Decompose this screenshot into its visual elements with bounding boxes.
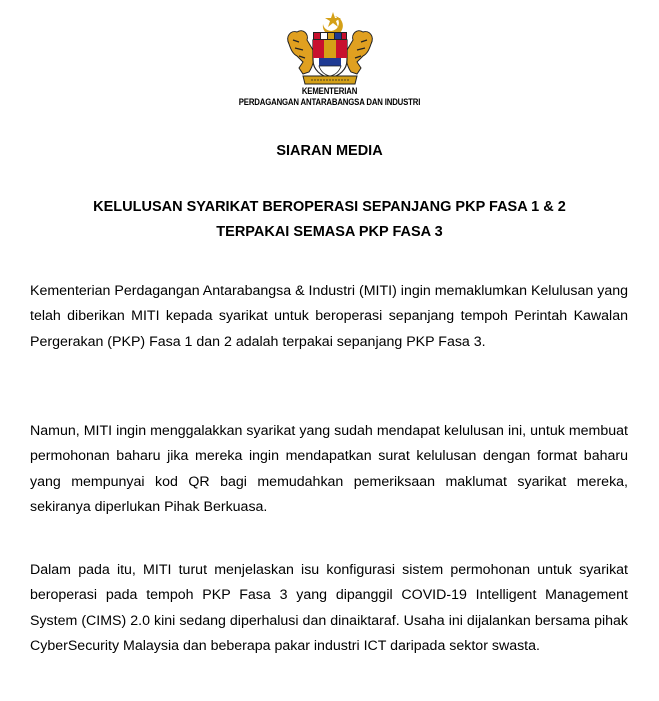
document-title-line-2: TERPAKAI SEMASA PKP FASA 3 [216, 224, 443, 240]
malaysia-coat-of-arms-icon [283, 10, 377, 90]
ministry-name-line-1: KEMENTERIAN [301, 86, 358, 97]
ministry-name-line-2: PERDAGANGAN ANTARABANGSA DAN INDUSTRI [238, 97, 421, 108]
document-title-line-1: KELULUSAN SYARIKAT BEROPERASI SEPANJANG PKP FASA 1 & 2 [93, 199, 566, 215]
paragraph-2: Namun, MITI ingin menggalakkan syarikat yang sudah mendapat kelulusan ini, untuk membuat permohonan baharu jika mereka ingin mendapatkan surat kelulusan dengan format baharu yang mempunyai kod QR bagi memudahkan pemeriksaan maklumat syarikat mereka, sekiranya diperlukan Pihak Berkuasa. [30, 423, 628, 516]
paragraph-3: Dalam pada itu, MITI turut menjelaskan isu konfigurasi sistem permohonan untuk syarikat beroperasi pada tempoh PKP Fasa 3 yang dipanggil COVID-19 Intelligent Management System (CIMS) 2.0 kini sedang diperhalusi dan dinaiktaraf. Usaha ini dijalankan bersama pihak CyberSecurity Malaysia dan beberapa pakar industri ICT daripada sektor swasta. [30, 562, 628, 655]
document-label: SIARAN MEDIA [276, 143, 383, 159]
paragraph-1: Kementerian Perdagangan Antarabangsa & Industri (MITI) ingin memaklumkan Kelulusan yang telah diberikan MITI kepada syarikat untuk beroperasi sepanjang tempoh Perintah Kawalan Pergerakan (PKP) Fasa 1 dan 2 adalah terpakai sepanjang PKP Fasa 3. [30, 283, 628, 350]
